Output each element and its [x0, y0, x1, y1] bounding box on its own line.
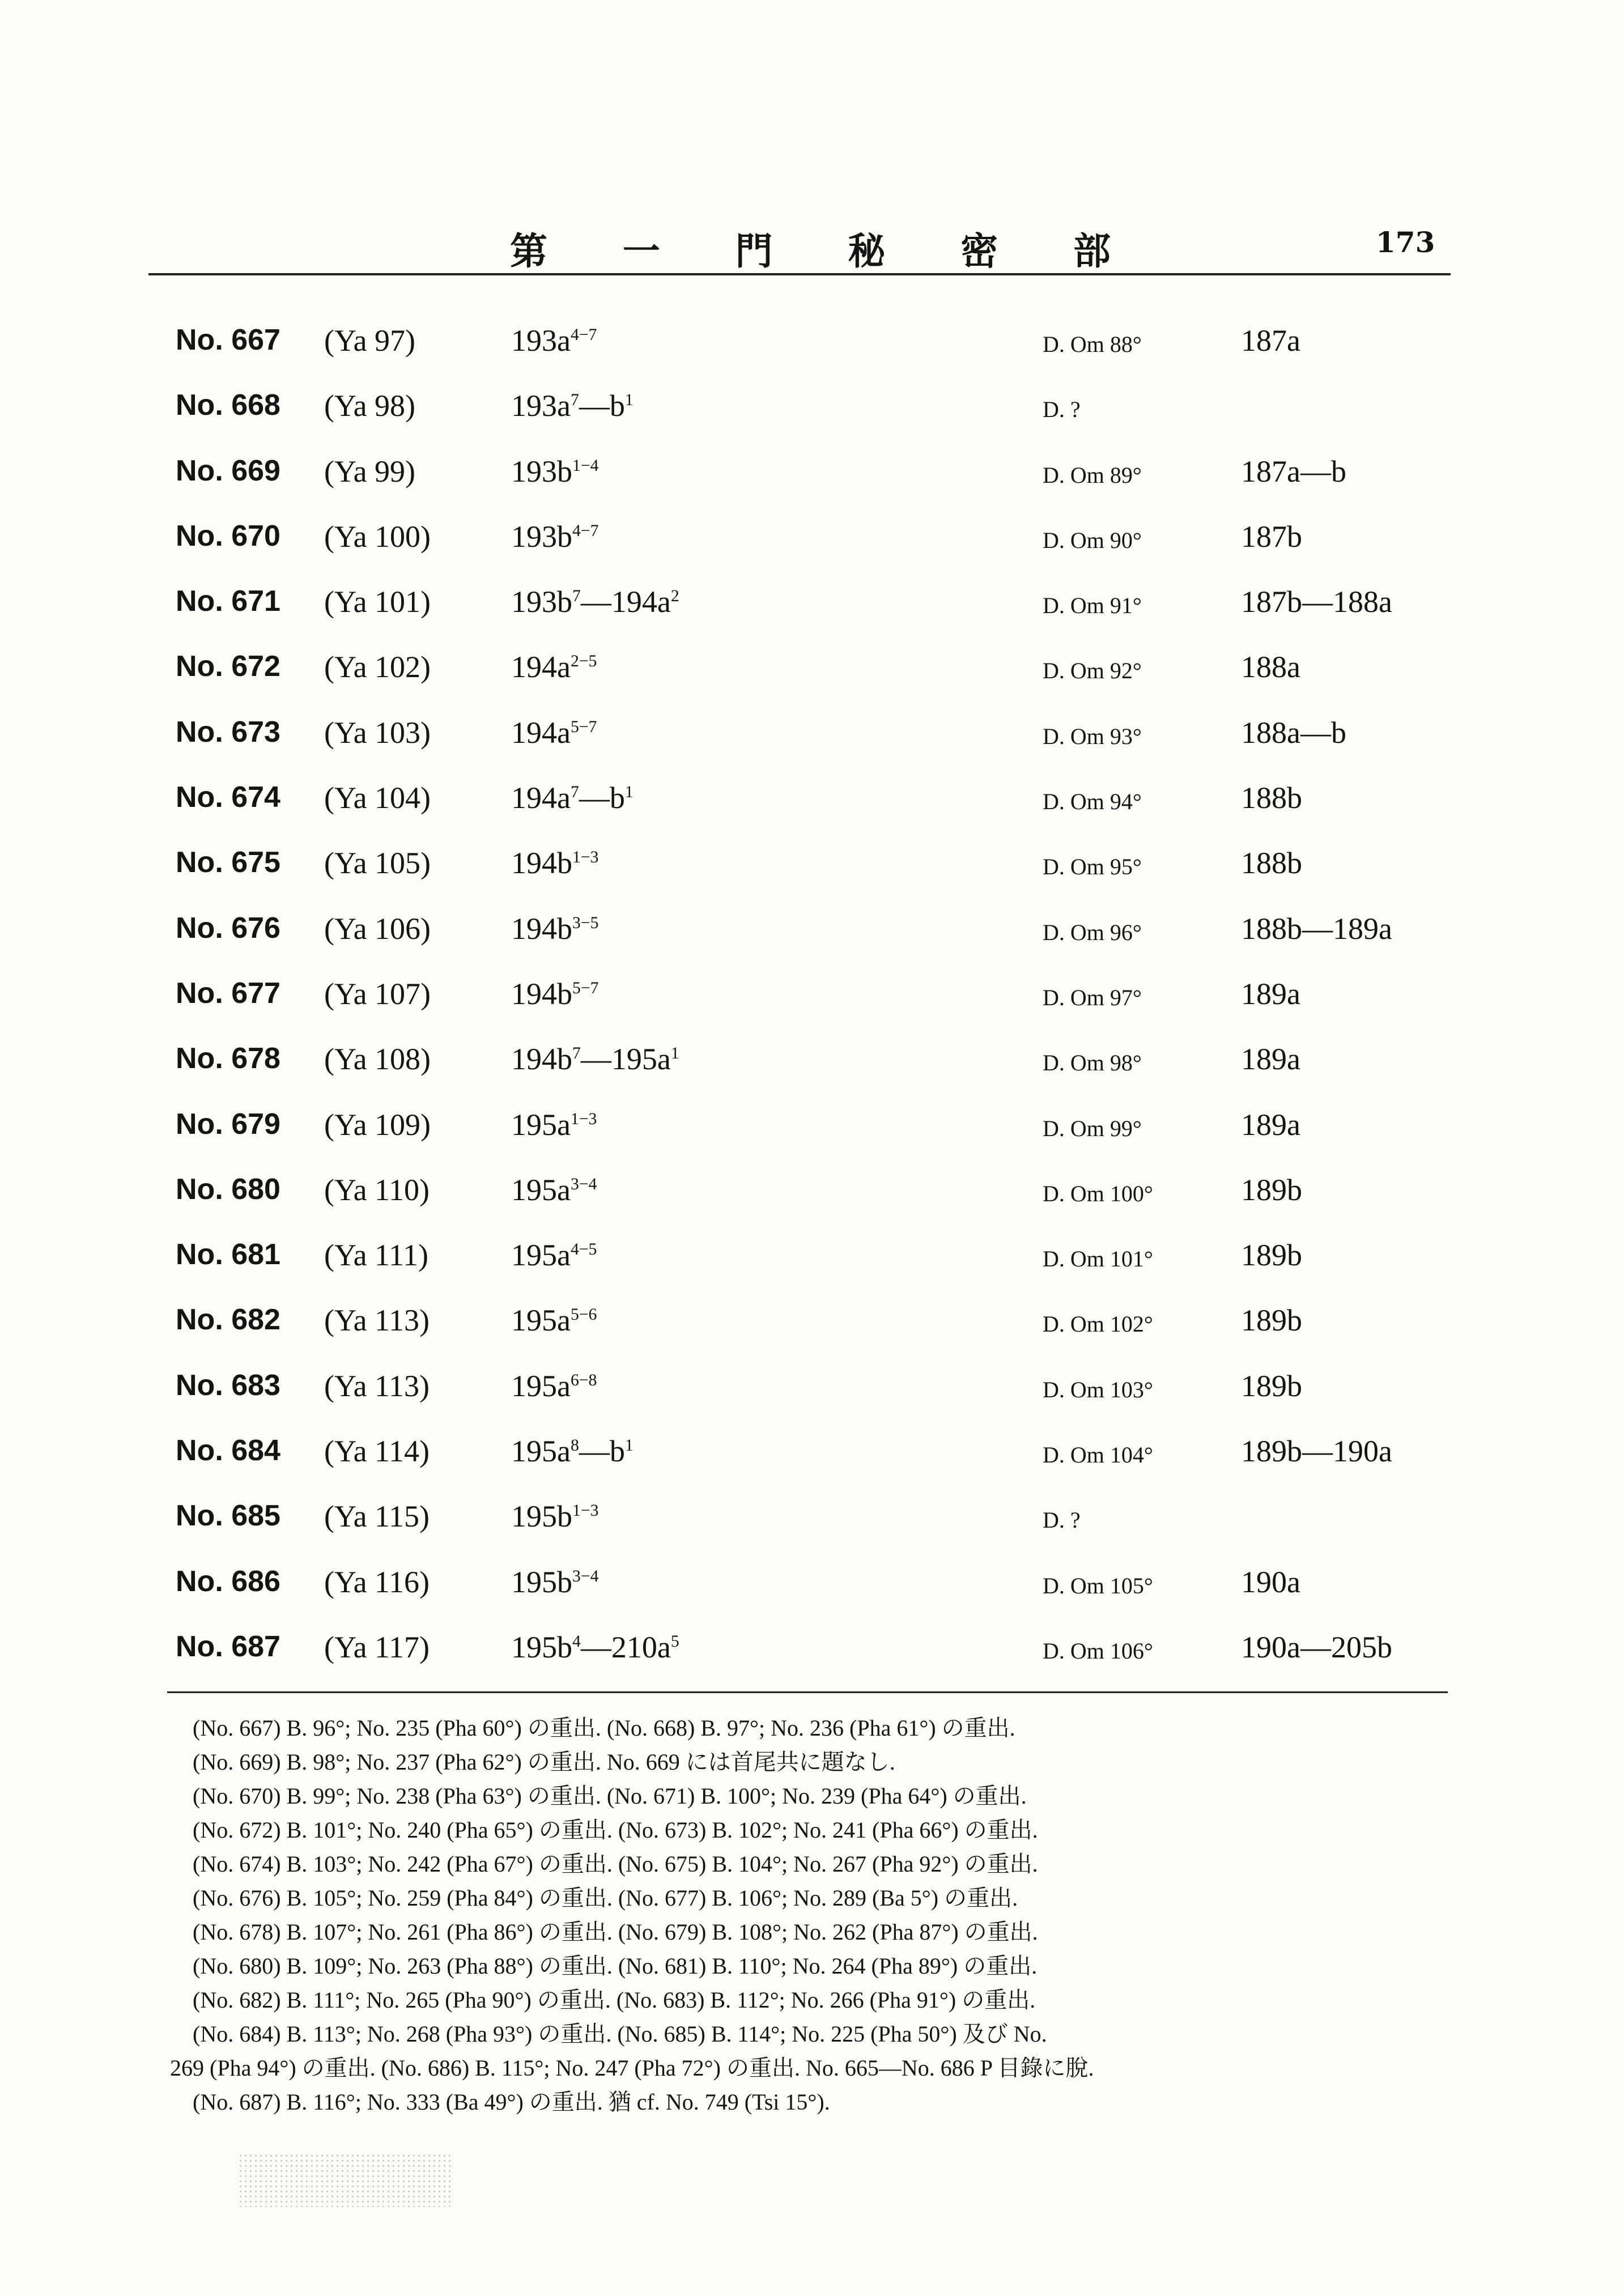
entry-folio	[511, 519, 598, 554]
catalog-entry	[176, 775, 1445, 840]
page-title	[510, 216, 1111, 279]
folio-main: 194b	[511, 1042, 572, 1077]
folio-main: 194a	[511, 781, 571, 815]
catalog-entry	[176, 840, 1445, 905]
entry-derge-ref: D. Om 101°	[1043, 1246, 1153, 1272]
entry-derge-ref: D. Om 93°	[1043, 723, 1142, 749]
folio-sup: 5−7	[572, 979, 599, 997]
entry-number: No. 682	[176, 1303, 280, 1337]
entry-number: No. 684	[176, 1434, 280, 1468]
entry-ya-ref: (Ya 106)	[324, 911, 431, 946]
entry-derge-ref: D. Om 103°	[1043, 1376, 1153, 1402]
entry-folio	[511, 1630, 679, 1665]
entry-derge-ref: D. Om 92°	[1043, 658, 1142, 684]
folio-sup: 2−5	[570, 652, 597, 671]
entry-page: 187a	[1241, 324, 1300, 358]
entry-page: 188b	[1241, 846, 1302, 881]
entry-page: 189b	[1241, 1238, 1302, 1273]
folio-sup: 4	[572, 1632, 581, 1651]
folio-sup: 3−4	[572, 1567, 599, 1585]
entry-derge-ref: D. Om 90°	[1043, 527, 1142, 553]
entry-number: No. 676	[176, 911, 280, 945]
entry-ya-ref: (Ya 109)	[324, 1107, 431, 1142]
catalog-entry	[176, 382, 1445, 448]
footnotes	[170, 1711, 1468, 2119]
entry-ya-ref: (Ya 103)	[324, 715, 431, 750]
catalog-entry	[176, 317, 1445, 382]
footnote-rule	[167, 1691, 1448, 1693]
entry-page: 189a	[1241, 1042, 1300, 1077]
entry-ya-ref: (Ya 110)	[324, 1172, 430, 1207]
folio-tail-sup: 1	[624, 783, 634, 802]
catalog-entry	[176, 1559, 1445, 1624]
folio-main: 194b	[511, 846, 572, 881]
footnote-line: (No. 667) B. 96°; No. 235 (Pha 60°) の重出. (No. 668) B. 97°; No. 236 (Pha 61°) の重出.	[193, 1715, 1015, 1741]
folio-tail: —b	[579, 389, 625, 423]
entry-ya-ref: (Ya 117)	[324, 1630, 430, 1664]
folio-main: 194a	[511, 650, 571, 684]
entry-page: 187b	[1241, 519, 1302, 554]
folio-main: 194b	[511, 911, 572, 946]
entry-ya-ref: (Ya 113)	[324, 1303, 430, 1338]
catalog-entry	[176, 579, 1445, 644]
entry-folio	[511, 845, 598, 881]
folio-tail-sup: 2	[670, 587, 679, 606]
entry-folio	[511, 1434, 634, 1469]
entry-derge-ref: D. Om 102°	[1043, 1311, 1153, 1337]
catalog-entry	[176, 513, 1445, 579]
entry-page: 189a	[1241, 976, 1300, 1011]
catalog-entry	[176, 1036, 1445, 1101]
footnote-line: (No. 669) B. 98°; No. 237 (Pha 62°) の重出. No. 669 には首尾共に題なし.	[193, 1749, 895, 1775]
title-char: 門	[735, 228, 773, 273]
folio-sup: 5−6	[570, 1306, 597, 1324]
entry-derge-ref: D. Om 95°	[1043, 854, 1142, 880]
footnote-line: (No. 670) B. 99°; No. 238 (Pha 63°) の重出. (No. 671) B. 100°; No. 239 (Pha 64°) の重出.	[193, 1783, 1027, 1809]
folio-sup: 1−3	[572, 1502, 599, 1520]
entry-derge-ref: D. Om 105°	[1043, 1572, 1153, 1598]
folio-sup: 3−5	[572, 913, 599, 932]
folio-sup: 3−4	[570, 1175, 597, 1193]
folio-tail-sup: 1	[624, 391, 634, 410]
folio-tail-sup: 1	[624, 1436, 634, 1455]
entry-derge-ref: D. Om 106°	[1043, 1638, 1153, 1664]
catalog-entry	[176, 1232, 1445, 1297]
entry-derge-ref: D. Om 98°	[1043, 1050, 1142, 1076]
folio-sup: 1−3	[572, 848, 599, 867]
folio-sup: 8	[570, 1436, 579, 1455]
folio-sup: 6−8	[570, 1371, 597, 1389]
entry-number: No. 672	[176, 650, 280, 683]
footnote-line: (No. 674) B. 103°; No. 242 (Pha 67°) の重出. (No. 675) B. 104°; No. 267 (Pha 92°) の重出.	[193, 1851, 1038, 1877]
footnote-line: (No. 678) B. 107°; No. 261 (Pha 86°) の重出. (No. 679) B. 108°; No. 262 (Pha 87°) の重出.	[193, 1919, 1038, 1945]
catalog-entry	[176, 1624, 1445, 1689]
entry-folio	[511, 1368, 597, 1404]
catalog-entry	[176, 971, 1445, 1036]
entry-folio	[511, 1303, 597, 1338]
entry-page: 189a	[1241, 1107, 1300, 1142]
entry-folio	[511, 388, 634, 423]
folio-main: 195a	[511, 1368, 571, 1403]
folio-tail: —195a	[580, 1042, 671, 1077]
entry-page: 189b	[1241, 1368, 1302, 1403]
title-char: 部	[1073, 228, 1111, 273]
footnote-line: (No. 676) B. 105°; No. 259 (Pha 84°) の重出. (No. 677) B. 106°; No. 289 (Ba 5°) の重出.	[193, 1885, 1018, 1911]
entry-derge-ref: D. Om 104°	[1043, 1442, 1153, 1468]
entry-page: 188a	[1241, 650, 1300, 684]
entry-ya-ref: (Ya 111)	[324, 1238, 429, 1273]
folio-sup: 7	[570, 391, 579, 410]
folio-tail: —210a	[580, 1630, 671, 1664]
entry-folio	[511, 780, 634, 815]
title-char: 第	[510, 228, 547, 273]
entry-folio	[511, 1564, 598, 1600]
entry-page: 189b—190a	[1241, 1434, 1392, 1469]
folio-sup: 4−7	[572, 521, 599, 540]
entry-number: No. 674	[176, 781, 280, 814]
entry-ya-ref: (Ya 99)	[324, 454, 416, 488]
catalog-entry	[176, 905, 1445, 971]
entry-folio	[511, 1172, 597, 1207]
entry-number: No. 667	[176, 324, 280, 356]
entry-number: No. 668	[176, 389, 280, 422]
entry-folio	[511, 649, 597, 684]
scan-speckle	[238, 2153, 453, 2207]
entry-ya-ref: (Ya 102)	[324, 650, 431, 684]
entry-page: 188a—b	[1241, 715, 1346, 750]
entry-number: No. 686	[176, 1564, 280, 1598]
entry-derge-ref: D. ?	[1043, 397, 1081, 423]
entry-ya-ref: (Ya 108)	[324, 1042, 431, 1077]
entry-derge-ref: D. Om 88°	[1043, 331, 1142, 357]
catalog-entry	[176, 1493, 1445, 1558]
entry-folio	[511, 911, 598, 946]
folio-main: 195a	[511, 1434, 571, 1469]
entry-number: No. 679	[176, 1107, 280, 1141]
folio-tail-sup: 1	[670, 1044, 679, 1063]
folio-tail: —b	[579, 781, 625, 815]
entry-number: No. 683	[176, 1368, 280, 1402]
folio-main: 195b	[511, 1564, 572, 1599]
folio-sup: 7	[572, 1044, 581, 1063]
entry-folio	[511, 454, 598, 489]
folio-main: 194a	[511, 715, 571, 750]
entry-number: No. 677	[176, 976, 280, 1010]
folio-main: 193b	[511, 585, 572, 619]
folio-main: 195a	[511, 1303, 571, 1338]
entry-number: No. 675	[176, 846, 280, 879]
footnote-line: (No. 680) B. 109°; No. 263 (Pha 88°) の重出. (No. 681) B. 110°; No. 264 (Pha 89°) の重出.	[193, 1953, 1038, 1979]
title-char: 秘	[848, 228, 886, 273]
title-char: 一	[622, 228, 660, 273]
entry-number: No. 671	[176, 585, 280, 618]
folio-sup: 5−7	[570, 717, 597, 736]
entry-number: No. 687	[176, 1630, 280, 1663]
entry-ya-ref: (Ya 107)	[324, 976, 431, 1011]
folio-main: 195b	[511, 1499, 572, 1534]
folio-main: 193a	[511, 324, 571, 358]
folio-tail: —194a	[580, 585, 671, 619]
entry-ya-ref: (Ya 115)	[324, 1499, 430, 1534]
footnote-line: (No. 682) B. 111°; No. 265 (Pha 90°) の重出. (No. 683) B. 112°; No. 266 (Pha 91°) の重出.	[193, 1987, 1036, 2013]
folio-tail: —b	[579, 1434, 625, 1469]
catalog-entry	[176, 1363, 1445, 1428]
folio-main: 193b	[511, 519, 572, 554]
entry-ya-ref: (Ya 105)	[324, 846, 431, 881]
entry-derge-ref: D. Om 94°	[1043, 789, 1142, 815]
entry-page: 189b	[1241, 1303, 1302, 1338]
title-char: 密	[960, 228, 998, 273]
entry-page: 187b—188a	[1241, 585, 1392, 619]
header-rule	[148, 273, 1451, 275]
folio-sup: 7	[570, 783, 579, 802]
entry-derge-ref: D. ?	[1043, 1507, 1081, 1533]
entry-number: No. 678	[176, 1042, 280, 1075]
folio-sup: 4−5	[570, 1240, 597, 1259]
folio-main: 195a	[511, 1107, 571, 1142]
folio-sup: 7	[572, 587, 581, 606]
folio-sup: 4−7	[570, 326, 597, 344]
entry-number: No. 681	[176, 1238, 280, 1272]
folio-main: 193a	[511, 389, 571, 423]
entry-page: 189b	[1241, 1172, 1302, 1207]
folio-main: 193b	[511, 454, 572, 488]
entry-ya-ref: (Ya 114)	[324, 1434, 430, 1469]
catalog-entry	[176, 709, 1445, 775]
entry-derge-ref: D. Om 89°	[1043, 462, 1142, 488]
page-number: 173	[1376, 226, 1435, 259]
entry-page: 188b	[1241, 781, 1302, 815]
entry-ya-ref: (Ya 113)	[324, 1368, 430, 1403]
entry-folio	[511, 323, 597, 358]
catalog-entry	[176, 1102, 1445, 1167]
entry-folio	[511, 584, 679, 619]
entry-derge-ref: D. Om 91°	[1043, 593, 1142, 619]
entry-page: 188b—189a	[1241, 911, 1392, 946]
entry-ya-ref: (Ya 98)	[324, 389, 416, 423]
folio-main: 195b	[511, 1630, 572, 1664]
footnote-line: (No. 687) B. 116°; No. 333 (Ba 49°) の重出. 猶 cf. No. 749 (Tsi 15°).	[193, 2089, 830, 2115]
entry-number: No. 680	[176, 1172, 280, 1206]
entry-list	[176, 317, 1445, 1689]
folio-tail-sup: 5	[670, 1632, 679, 1651]
entry-ya-ref: (Ya 100)	[324, 519, 431, 554]
entry-derge-ref: D. Om 100°	[1043, 1180, 1153, 1206]
entry-page: 187a—b	[1241, 454, 1346, 488]
entry-page: 190a	[1241, 1564, 1300, 1599]
entry-folio	[511, 1107, 597, 1142]
entry-folio	[511, 976, 598, 1011]
folio-main: 194b	[511, 976, 572, 1011]
catalog-entry	[176, 1297, 1445, 1362]
entry-derge-ref: D. Om 99°	[1043, 1115, 1142, 1141]
entry-page: 190a—205b	[1241, 1630, 1392, 1664]
catalog-entry	[176, 1428, 1445, 1493]
entry-folio	[511, 1238, 597, 1273]
entry-derge-ref: D. Om 96°	[1043, 919, 1142, 945]
entry-number: No. 685	[176, 1499, 280, 1533]
entry-ya-ref: (Ya 116)	[324, 1564, 430, 1599]
folio-sup: 1−4	[572, 456, 599, 475]
footnote-line: 269 (Pha 94°) の重出. (No. 686) B. 115°; No. 247 (Pha 72°) の重出. No. 665—No. 686 P 目錄に脫.	[170, 2055, 1094, 2081]
catalog-entry	[176, 1167, 1445, 1232]
entry-number: No. 673	[176, 715, 280, 749]
entry-derge-ref: D. Om 97°	[1043, 984, 1142, 1010]
entry-folio	[511, 715, 597, 750]
entry-folio	[511, 1499, 598, 1534]
catalog-entry	[176, 644, 1445, 709]
entry-ya-ref: (Ya 101)	[324, 585, 431, 619]
entry-folio	[511, 1041, 679, 1077]
folio-main: 195a	[511, 1238, 571, 1273]
entry-ya-ref: (Ya 97)	[324, 324, 416, 358]
folio-main: 195a	[511, 1172, 571, 1207]
entry-number: No. 669	[176, 454, 280, 487]
entry-ya-ref: (Ya 104)	[324, 781, 431, 815]
footnote-line: (No. 684) B. 113°; No. 268 (Pha 93°) の重出. (No. 685) B. 114°; No. 225 (Pha 50°) 及び No.	[193, 2021, 1047, 2047]
catalog-entry	[176, 448, 1445, 513]
footnote-line: (No. 672) B. 101°; No. 240 (Pha 65°) の重出. (No. 673) B. 102°; No. 241 (Pha 66°) の重出.	[193, 1817, 1038, 1843]
folio-sup: 1−3	[570, 1109, 597, 1128]
entry-number: No. 670	[176, 519, 280, 552]
